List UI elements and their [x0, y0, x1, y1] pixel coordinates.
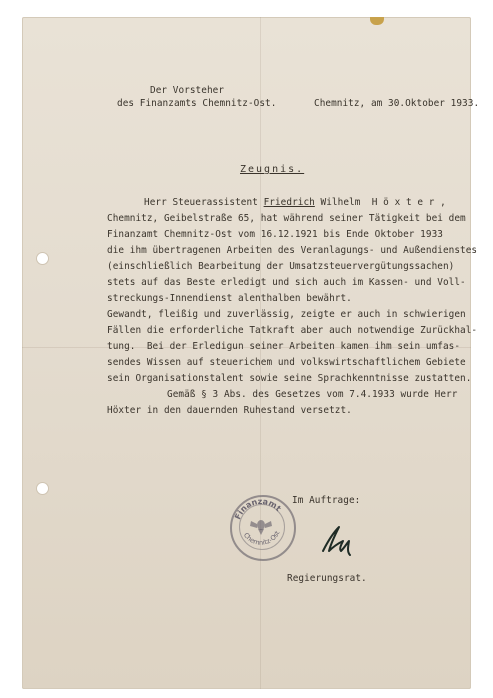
punch-hole-upper	[37, 253, 48, 264]
document-page	[22, 17, 480, 689]
paper-fold-vertical	[260, 17, 261, 689]
punch-hole-lower	[37, 483, 48, 494]
body-line	[144, 197, 446, 208]
official-rank: Regierungsrat.	[287, 573, 367, 584]
svg-text:Chemnitz-Ost: Chemnitz-Ost	[241, 529, 282, 547]
document-title: Zeugnis.	[240, 164, 305, 175]
body-line: (einschließlich Bearbeitung der Umsatzsteuervergütungssachen)	[107, 261, 455, 272]
by-order-label: Im Auftrage:	[292, 495, 361, 506]
paper-stain	[370, 17, 384, 25]
body-line: Finanzamt Chemnitz-Ost vom 16.12.1921 bis Ende Oktober 1933	[107, 229, 443, 240]
letterhead-line1: Der Vorsteher	[150, 85, 225, 96]
body-line: streckungs-Innendienst alenthalben bewährt.	[107, 293, 352, 304]
body-line: Chemnitz, Geibelstraße 65, hat während seiner Tätigkeit bei dem	[107, 213, 466, 224]
svg-text:Finanzamt: Finanzamt	[233, 496, 283, 521]
official-stamp	[230, 495, 296, 561]
letterhead-line2: des Finanzamts Chemnitz-Ost.	[117, 98, 277, 109]
first-name: Friedrich	[263, 197, 315, 208]
body-text: Wilhelm H ö x t e r ,	[314, 197, 446, 208]
body-line: Höxter in den dauernden Ruhestand versetzt.	[107, 405, 352, 416]
body-line: sendes Wissen auf steuerichem und volkswirtschaftlichem Gebiete	[107, 357, 466, 368]
body-text: Herr Steuerassistent	[144, 197, 264, 208]
stamp-seal-graphic	[230, 495, 292, 557]
signature-graphic	[317, 521, 357, 559]
body-line: sein Organisationstalent sowie seine Sprachkenntnisse zustatten.	[107, 373, 472, 384]
body-line: Fällen die erforderliche Tatkraft aber auch notwendige Zurückhal-	[107, 325, 478, 336]
body-line: Gemäß § 3 Abs. des Gesetzes vom 7.4.1933 wurde Herr	[167, 389, 458, 400]
body-line: tung. Bei der Erledigun seiner Arbeiten kamen ihm sein umfas-	[107, 341, 461, 352]
body-line: die ihm übertragenen Arbeiten des Veranlagungs- und Außendienstes	[107, 245, 478, 256]
body-line: stets auf das Beste erledigt und sich auch im Kassen- und Voll-	[107, 277, 466, 288]
body-line: Gewandt, fleißig und zuverlässig, zeigte er auch in schwierigen	[107, 309, 466, 320]
place-date: Chemnitz, am 30.Oktober 1933.	[314, 98, 480, 109]
